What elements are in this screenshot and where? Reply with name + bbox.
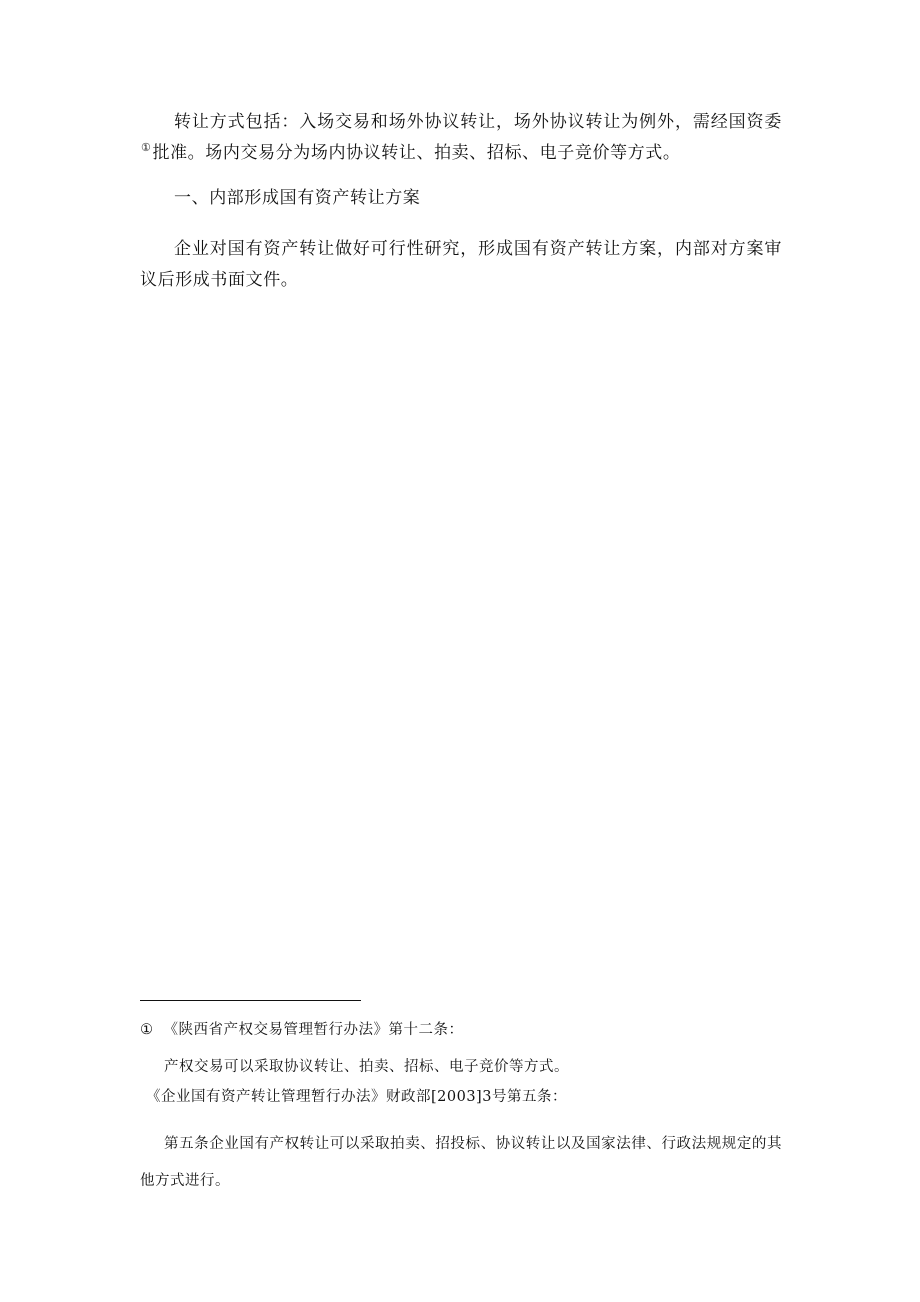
paragraph-text-part2: 批准。场内交易分为场内协议转让、拍卖、招标、电子竞价等方式。 bbox=[152, 143, 681, 163]
footnote-marker: ① bbox=[140, 1022, 154, 1038]
footnote-1-text: 《陕西省产权交易管理暂行办法》第十二条： bbox=[163, 1022, 464, 1038]
footnote-line-4: 第五条企业国有产权转让可以采取拍卖、招投标、协议转让以及国家法律、行政法规规定的其他方式进行。 bbox=[140, 1136, 782, 1189]
footnote-1 bbox=[140, 1020, 782, 1040]
footnote-separator bbox=[140, 1000, 361, 1001]
paragraph-feasibility: 企业对国有资产转让做好可行性研究，形成国有资产转让方案，内部对方案审议后形成书面文件。 bbox=[140, 239, 782, 290]
paragraph-transfer-methods bbox=[140, 107, 782, 169]
footnote-line-2: 产权交易可以采取协议转让、拍卖、招标、电子竞价等方式。 bbox=[164, 1059, 569, 1075]
footnote-reference[interactable]: ① bbox=[141, 141, 152, 155]
footnote-line-3: 《企业国有资产转让管理暂行办法》财政部[2003]3号第五条： bbox=[146, 1089, 567, 1105]
paragraph-text-part1: 转让方式包括：入场交易和场外协议转让，场外协议转让为例外，需经国资委 bbox=[174, 112, 782, 132]
section-heading: 一、内部形成国有资产转让方案 bbox=[174, 188, 421, 208]
